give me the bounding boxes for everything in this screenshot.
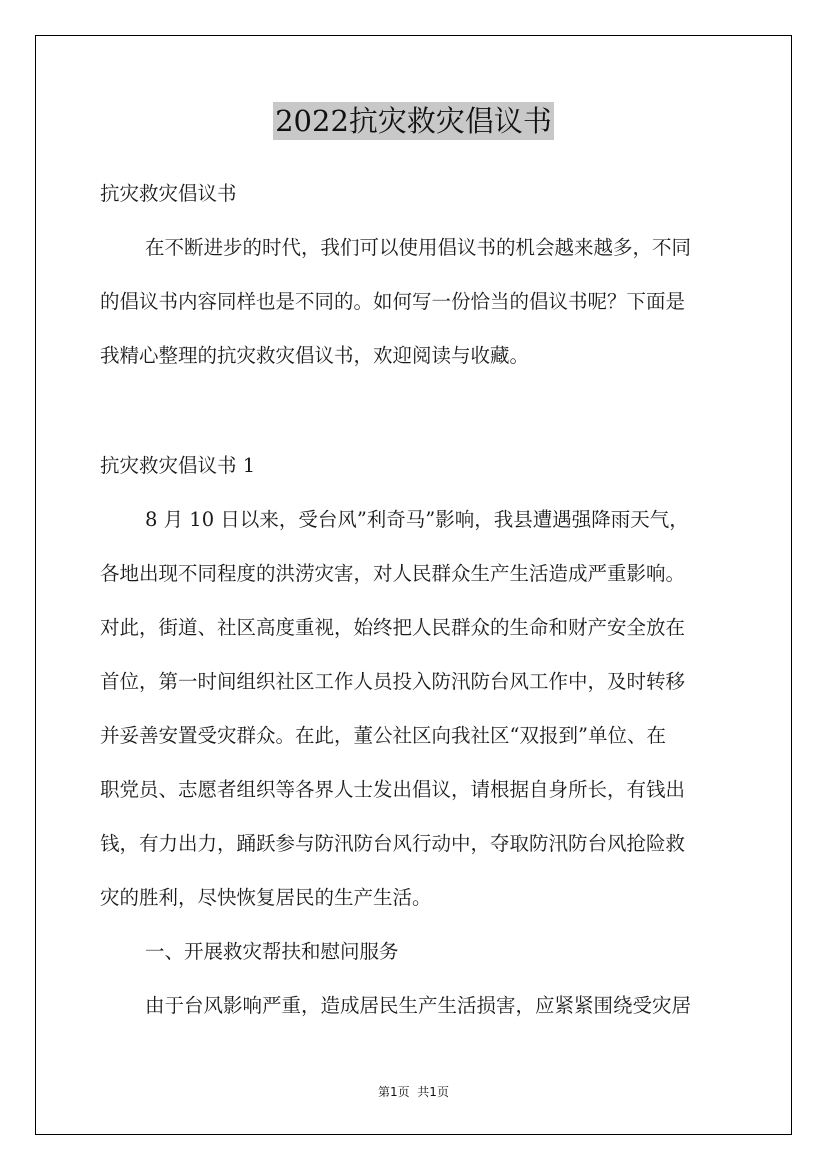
section1-line-6: 职党员、志愿者组织等各界人士发出倡议，请根据自身所长，有钱出 [100,778,686,801]
section1-line-2: 各地出现不同程度的洪涝灾害，对人民群众生产生活造成严重影响。 [100,562,686,585]
section-heading-1: 抗灾救灾倡议书 1 [100,454,256,477]
section1-line-4: 首位，第一时间组织社区工作人员投入防汛防台风工作中，及时转移 [100,670,686,693]
page-footer [0,1084,827,1100]
item-heading-1: 一、开展救灾帮扶和慰问服务 [145,940,399,963]
document-title: 2022抗灾救灾倡议书 [275,104,552,138]
item1-line-1: 由于台风影响严重，造成居民生产生活损害，应紧紧围绕受灾居 [145,994,692,1017]
title-container [0,102,827,140]
page-number-label: 第1页 共1页 [378,1085,449,1099]
section1-line-1: 8 月 10 日以来，受台风”利奇马”影响，我县遭遇强降雨天气， [145,508,689,531]
section1-line-7: 钱，有力出力，踊跃参与防汛防台风行动中，夺取防汛防台风抢险救 [100,832,686,855]
section1-line-3: 对此，街道、社区高度重视，始终把人民群众的生命和财产安全放在 [100,616,686,639]
section1-line-8: 灾的胜利，尽快恢复居民的生产生活。 [100,886,432,909]
intro-line-3: 我精心整理的抗灾救灾倡议书，欢迎阅读与收藏。 [100,344,530,367]
section1-line-5: 并妥善安置受灾群众。在此，董公社区向我社区“双报到”单位、在 [100,724,666,747]
intro-line-2: 的倡议书内容同样也是不同的。如何写一份恰当的倡议书呢？下面是 [100,290,686,313]
subheading: 抗灾救灾倡议书 [100,182,237,205]
intro-line-1: 在不断进步的时代，我们可以使用倡议书的机会越来越多，不同 [145,236,692,259]
